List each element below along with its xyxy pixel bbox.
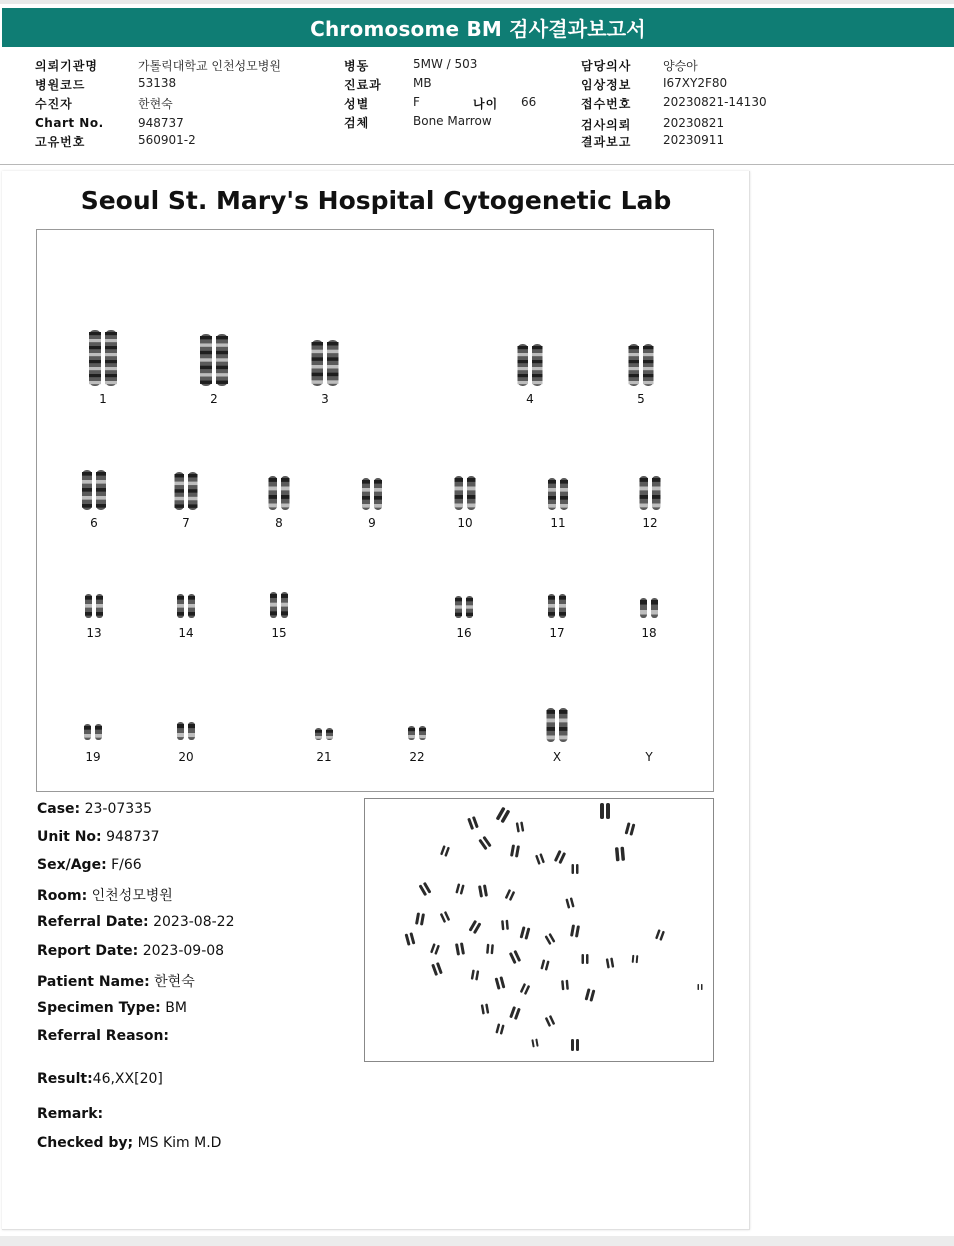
info-label: 의뢰기관명 (35, 59, 98, 73)
detail-value: 2023-08-22 (153, 914, 235, 930)
info-label: 임상정보 (581, 78, 632, 92)
chromosome-image (438, 594, 490, 620)
info-label: 병원코드 (35, 78, 86, 92)
metaphase-chromosome (585, 988, 596, 1002)
detail-label: Referral Reason: (37, 1028, 170, 1044)
metaphase-chromosome (655, 929, 665, 941)
metaphase-chromosome (516, 821, 525, 832)
chromosome-label: 14 (178, 626, 194, 640)
metaphase-chromosome (440, 845, 450, 857)
chromosome-label: 15 (271, 626, 287, 640)
info-label: Chart No. (35, 116, 104, 130)
metaphase-image (364, 798, 714, 1062)
metaphase-chromosome (415, 912, 425, 925)
info-label: 나이 (473, 97, 499, 111)
info-value: F (413, 95, 420, 109)
chromosome-label: 10 (457, 516, 473, 530)
metaphase-chromosome (554, 850, 566, 864)
info-value: 한현숙 (138, 97, 173, 111)
info-label: 접수번호 (581, 97, 632, 111)
detail-value: BM (165, 1000, 187, 1016)
detail-referral-reason (37, 1028, 169, 1044)
chromosome-label: 22 (409, 750, 425, 764)
metaphase-chromosome (582, 954, 589, 964)
detail-label: Report Date: (37, 943, 139, 959)
chromosome-label: 17 (549, 626, 565, 640)
info-label: 수진자 (35, 97, 73, 111)
bottom-bar (0, 1236, 954, 1246)
chromosome-image (67, 722, 119, 742)
chromosome-label: X (552, 750, 562, 764)
metaphase-chromosome (509, 1006, 521, 1020)
chromosome-label: 2 (210, 392, 218, 406)
report-title: Chromosome BM 검사결과보고서 (310, 17, 646, 41)
metaphase-chromosome (520, 926, 531, 940)
info-label: 담당의사 (581, 59, 632, 73)
metaphase-chromosome (405, 932, 416, 946)
info-value: 560901-2 (138, 133, 196, 147)
detail-value: 한현숙 (154, 974, 195, 990)
metaphase-chromosome (572, 864, 579, 874)
detail-label: Specimen Type: (37, 1000, 161, 1016)
chromosome-label: 18 (641, 626, 657, 640)
detail-case (37, 801, 152, 817)
detail-label: Patient Name: (37, 974, 150, 990)
chromosome-label: Y (645, 750, 653, 764)
metaphase-chromosome (478, 836, 491, 850)
chromosome-pair-19 (67, 230, 119, 790)
detail-referral-date (37, 914, 234, 930)
metaphase-chromosome (431, 962, 443, 976)
metaphase-chromosome (505, 889, 516, 901)
info-value: 948737 (138, 116, 184, 130)
lab-title: Seoul St. Mary's Hospital Cytogenetic Lab (80, 186, 672, 215)
metaphase-chromosome (615, 847, 625, 862)
metaphase-chromosome (600, 803, 610, 819)
metaphase-chromosome (698, 984, 703, 990)
info-label: 성별 (344, 97, 370, 111)
info-value: 66 (521, 95, 537, 109)
metaphase-chromosome (540, 959, 549, 970)
detail-patient-name (37, 971, 195, 991)
metaphase-chromosome (430, 943, 440, 955)
info-label: 병동 (344, 59, 370, 73)
info-label: 결과보고 (581, 135, 632, 149)
chromosome-label: 4 (526, 392, 534, 406)
chromosome-pair-y (623, 230, 675, 790)
metaphase-chromosome (486, 944, 494, 955)
metaphase-chromosome (544, 933, 555, 945)
info-value: 5MW / 503 (413, 57, 478, 71)
metaphase-chromosome (632, 955, 639, 963)
detail-value: 2023-09-08 (142, 943, 225, 959)
metaphase-chromosome (510, 844, 520, 857)
chromosome-pair-x (531, 230, 583, 790)
karyogram (36, 229, 714, 792)
metaphase-chromosome (471, 969, 480, 980)
chromosome-image (160, 720, 212, 742)
metaphase-chromosome (455, 883, 464, 894)
detail-value: 인천성모병원 (91, 888, 173, 904)
chromosome-label: 6 (90, 516, 98, 530)
metaphase-chromosome (606, 957, 615, 968)
metaphase-chromosome (520, 983, 531, 995)
top-border (0, 0, 954, 4)
chromosome-image (298, 726, 350, 742)
detail-sexage (37, 857, 142, 873)
detail-label: Result: (37, 1071, 93, 1087)
chromosome-label: 11 (550, 516, 566, 530)
info-label: 진료과 (344, 78, 382, 92)
info-value: 가톨릭대학교 인천성모병원 (138, 59, 281, 73)
info-label: 검사의뢰 (581, 118, 632, 132)
info-value: 20230821-14130 (663, 95, 767, 109)
info-value: 20230911 (663, 133, 725, 147)
metaphase-chromosome (501, 920, 509, 931)
metaphase-chromosome (440, 911, 451, 923)
chromosome-label: 3 (321, 392, 329, 406)
info-value: MB (413, 76, 432, 90)
info-label: 검체 (344, 116, 370, 130)
info-value: 53138 (138, 76, 177, 90)
header-divider (0, 164, 954, 165)
metaphase-chromosome (561, 980, 569, 991)
detail-checked-by (37, 1135, 221, 1151)
metaphase-chromosome (496, 807, 511, 824)
chromosome-label: 20 (178, 750, 194, 764)
metaphase-chromosome (478, 884, 488, 897)
detail-label: Checked by; (37, 1135, 134, 1151)
chromosome-label: 9 (368, 516, 376, 530)
chromosome-pair-21 (298, 230, 350, 790)
detail-value: F/66 (111, 857, 142, 873)
metaphase-chromosome (495, 1023, 504, 1034)
info-value: 20230821 (663, 116, 725, 130)
detail-label: Remark: (37, 1106, 104, 1122)
chromosome-pair-22 (391, 230, 443, 790)
metaphase-chromosome (531, 1039, 538, 1048)
metaphase-chromosome (565, 897, 574, 908)
chromosome-image (391, 724, 443, 742)
chromosome-label: 19 (85, 750, 101, 764)
chromosome-label: 13 (86, 626, 102, 640)
detail-value: MS Kim M.D (137, 1135, 222, 1151)
info-label: 고유번호 (35, 135, 86, 149)
detail-value: 46,XX[20] (92, 1071, 163, 1087)
info-value: Bone Marrow (413, 114, 492, 128)
info-value: 양승아 (663, 59, 698, 73)
metaphase-chromosome (509, 950, 521, 964)
chromosome-label: 21 (316, 750, 332, 764)
patient-info-grid (0, 56, 954, 156)
report-header (2, 8, 954, 47)
info-value: I67XY2F80 (663, 76, 728, 90)
chromosome-label: 1 (99, 392, 107, 406)
metaphase-chromosome (495, 976, 506, 990)
chromosome-pair-16 (438, 230, 490, 790)
detail-label: Sex/Age: (37, 857, 107, 873)
metaphase-spread (365, 799, 713, 1061)
chromosome-label: 12 (642, 516, 658, 530)
chromosome-label: 5 (637, 392, 645, 406)
detail-value: 23-07335 (84, 801, 153, 817)
detail-remark (37, 1106, 103, 1122)
detail-room (37, 885, 173, 905)
metaphase-chromosome (625, 822, 636, 836)
metaphase-chromosome (419, 882, 432, 896)
detail-specimen (37, 1000, 187, 1016)
metaphase-chromosome (481, 1003, 490, 1014)
detail-report-date (37, 943, 224, 959)
detail-value: 948737 (106, 829, 160, 845)
metaphase-chromosome (571, 1039, 579, 1051)
chromosome-label: 7 (182, 516, 190, 530)
metaphase-chromosome (467, 816, 479, 830)
chromosome-image (531, 706, 583, 744)
detail-result (37, 1071, 163, 1087)
detail-label: Referral Date: (37, 914, 149, 930)
chromosome-label: 8 (275, 516, 283, 530)
detail-label: Room: (37, 888, 88, 904)
detail-label: Case: (37, 801, 81, 817)
chromosome-pair-20 (160, 230, 212, 790)
metaphase-chromosome (535, 853, 545, 865)
metaphase-chromosome (455, 942, 465, 955)
chromosome-label: 16 (456, 626, 472, 640)
detail-unit (37, 829, 160, 845)
metaphase-chromosome (469, 920, 482, 934)
metaphase-chromosome (545, 1015, 556, 1027)
metaphase-chromosome (570, 924, 580, 937)
detail-label: Unit No: (37, 829, 102, 845)
